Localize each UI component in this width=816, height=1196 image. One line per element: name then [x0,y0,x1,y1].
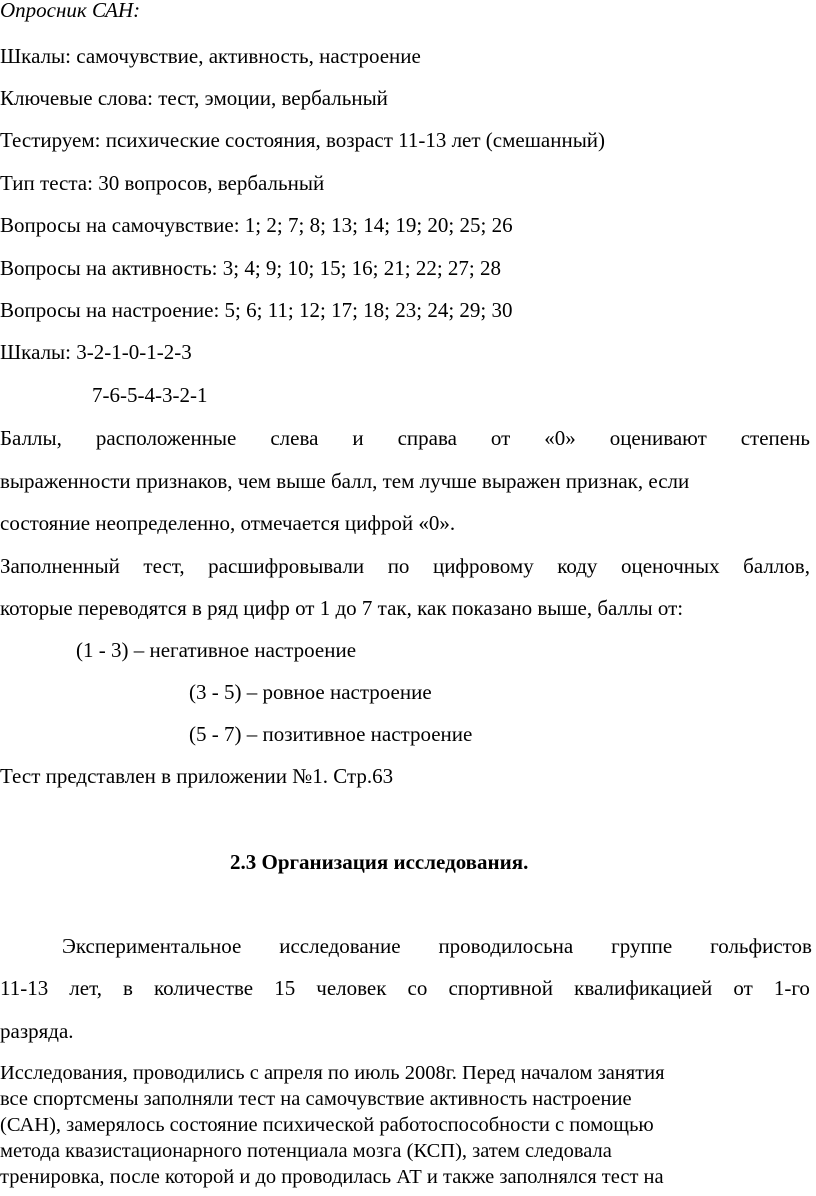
word: 11-13 [0,976,49,1000]
word: оценивают [609,426,707,450]
word: Заполненный [0,554,120,578]
word: по [387,554,410,578]
word: группе [611,934,673,958]
activity-questions-line: Вопросы на активность: 3; 4; 9; 10; 15; 16; 21; 22; 27; 28 [0,256,502,280]
word: справа [397,426,457,450]
word: количестве [154,976,254,1000]
text-line: разряда. [0,1019,74,1043]
word: «0» [544,426,576,450]
word: оценочных [620,554,720,578]
wellbeing-questions-line: Вопросы на самочувствие: 1; 2; 7; 8; 13; 14; 19; 20; 25; 26 [0,213,513,237]
word: тест, [143,554,185,578]
word: 15 [274,976,296,1000]
scale-values-line-2: 7-6-5-4-3-2-1 [92,383,208,407]
word: слева [270,426,319,450]
justified-line-filled-test [0,554,810,578]
word: проводилосьна [438,934,574,958]
word: от [733,976,753,1000]
text-line: метода квазистационарного потенциала мозга (КСП), затем следовала [0,1140,612,1162]
word: цифровому [432,554,534,578]
positive-mood-range: (5 - 7) – позитивное настроение [189,722,473,746]
word: степень [740,426,810,450]
word: гольфистов [710,934,812,958]
justified-line-participants [0,976,810,1000]
word: Баллы, [0,426,62,450]
scales-line: Шкалы: самочувствие, активность, настроение [0,44,421,68]
word: расположенные [95,426,237,450]
word: квалификацией [574,976,713,1000]
testing-line: Тестируем: психические состояния, возраст 11-13 лет (смешанный) [0,128,606,152]
word: исследование [279,934,401,958]
text-line: все спортсмены заполняли тест на самочувствие активность настроение [0,1088,632,1110]
mood-questions-line: Вопросы на настроение: 5; 6; 11; 12; 17; 18; 23; 24; 29; 30 [0,298,513,322]
negative-mood-range: (1 - 3) – негативное настроение [76,638,357,662]
word: баллов, [743,554,810,578]
word: в [123,976,133,1000]
word: от [490,426,511,450]
word: коду [557,554,598,578]
word: лет, [69,976,102,1000]
justified-line-scores [0,426,810,450]
word: человек [316,976,387,1000]
text-line: (САН), замерялось состояние психической работоспособности с помощью [0,1114,654,1136]
text-line: выраженности признаков, чем выше балл, тем лучше выражен признак, если [0,469,690,493]
text-line: Исследования, проводились с апреля по июль 2008г. Перед началом занятия [0,1062,665,1084]
appendix-reference: Тест представлен в приложении №1. Стр.63 [0,764,394,788]
scale-values-line: Шкалы: 3-2-1-0-1-2-3 [0,340,192,364]
word: расшифровывали [208,554,365,578]
keywords-line: Ключевые слова: тест, эмоции, вербальный [0,86,388,110]
word: со [407,976,428,1000]
word: и [352,426,364,450]
text-line: которые переводятся в ряд цифр от 1 до 7 так, как показано выше, баллы от: [0,596,684,620]
text-line: тренировка, после которой и до проводилась АТ и также заполнялся тест на [0,1166,664,1188]
test-type-line: Тип теста: 30 вопросов, вербальный [0,171,325,195]
word: 1-го [773,976,810,1000]
word: Экспериментальное [62,934,242,958]
section-heading: 2.3 Организация исследования. [230,850,529,874]
questionnaire-title: Опросник САН: [0,0,141,22]
text-line: состояние неопределенно, отмечается цифрой «0». [0,511,456,535]
word: спортивной [448,976,554,1000]
justified-line-experiment [62,934,812,958]
even-mood-range: (3 - 5) – ровное настроение [189,680,432,704]
